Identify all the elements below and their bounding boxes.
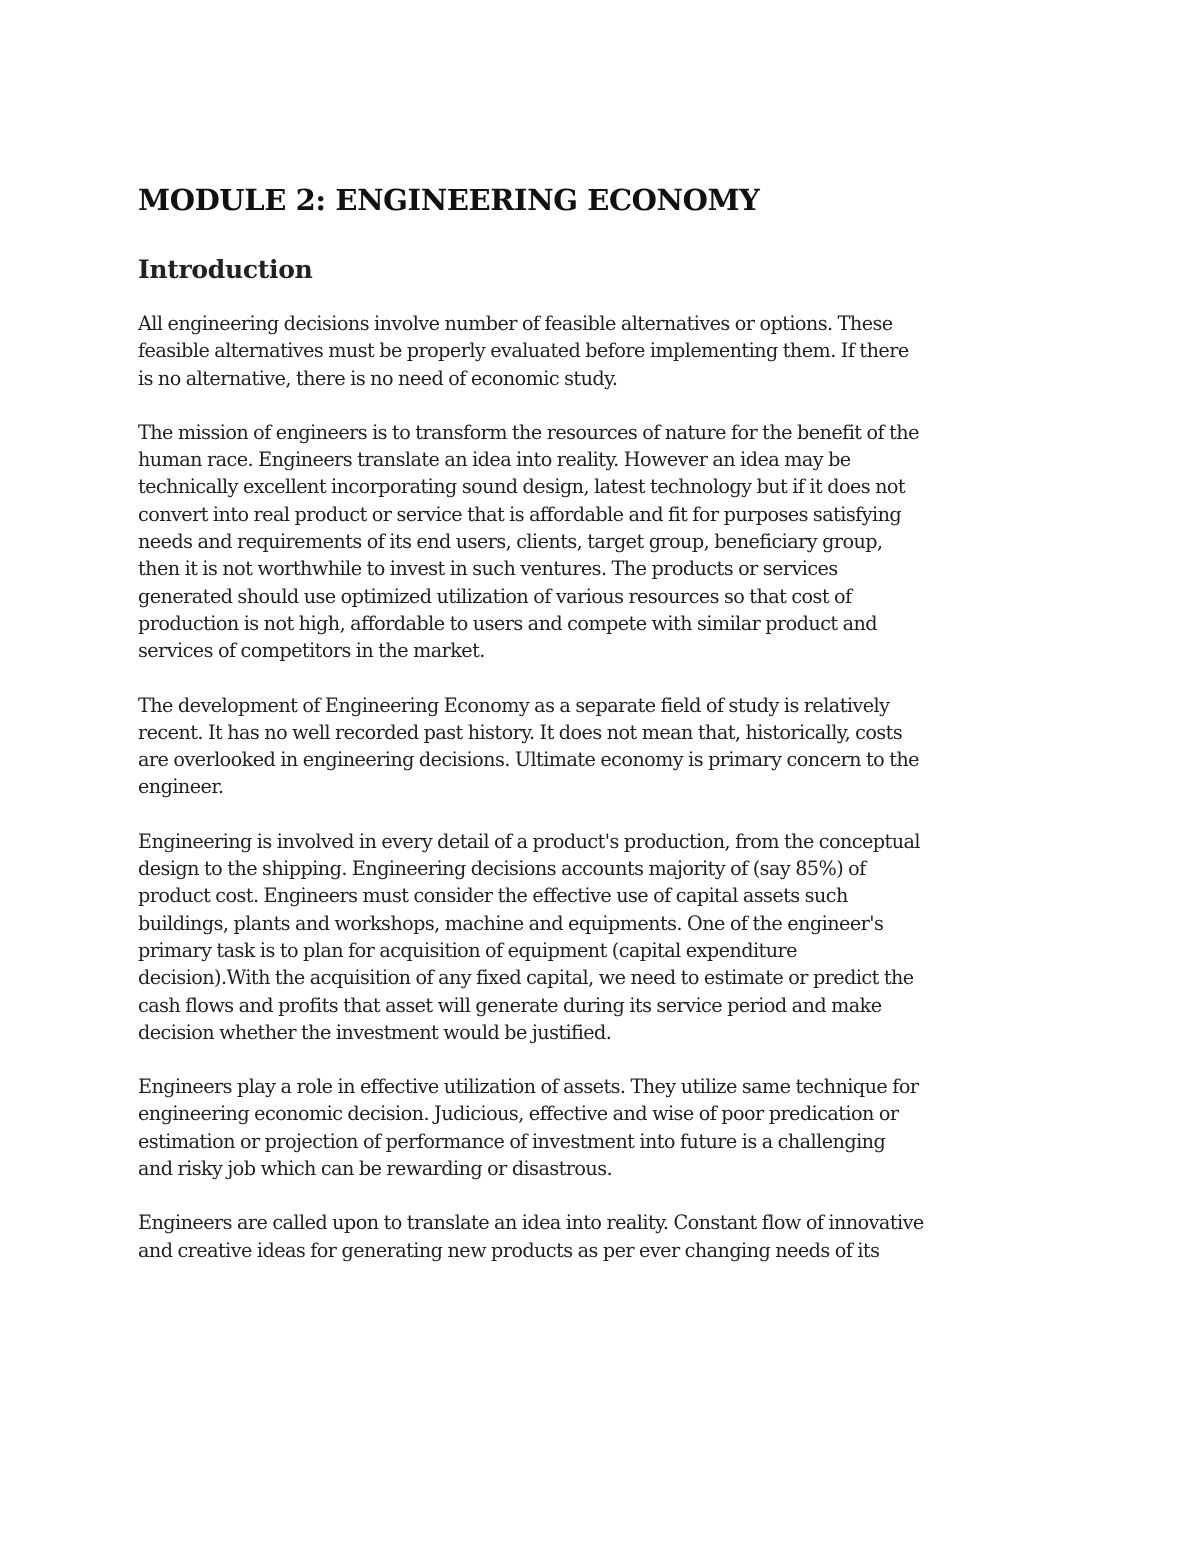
paragraph-line: Engineers are called upon to translate an idea into reality. Constant flow of innovative (138, 1211, 924, 1235)
body-paragraph (138, 1209, 1053, 1264)
paragraph-line: design to the shipping. Engineering decisions accounts majority of (say 85%) of (138, 857, 866, 881)
paragraph-line: technically excellent incorporating sound design, latest technology but if it does not (138, 475, 906, 499)
paragraph-line: product cost. Engineers must consider the effective use of capital assets such (138, 884, 848, 908)
body-paragraph (138, 828, 1053, 1046)
section-heading: Introduction (138, 255, 313, 284)
paragraph-line: and creative ideas for generating new products as per ever changing needs of its (138, 1238, 880, 1262)
paragraph-line: All engineering decisions involve number of feasible alternatives or options. These (138, 312, 893, 335)
paragraph-line: feasible alternatives must be properly evaluated before implementing them. If there (138, 339, 909, 363)
paragraph-list (138, 310, 1053, 1264)
paragraph-line: is no alternative, there is no need of economic study. (138, 366, 618, 390)
paragraph-line: convert into real product or service that is affordable and fit for purposes satisfying (138, 502, 902, 526)
document-body (138, 178, 1053, 1264)
paragraph-line: Engineering is involved in every detail of a product's production, from the conceptual (138, 829, 920, 853)
paragraph-line: The development of Engineering Economy as a separate field of study is relatively (138, 693, 890, 717)
paragraph-line: recent. It has no well recorded past history. It does not mean that, historically, costs (138, 720, 903, 744)
paragraph-line: production is not high, affordable to users and compete with similar product and (138, 611, 878, 635)
paragraph-line: decision).With the acquisition of any fixed capital, we need to estimate or predict the (138, 966, 914, 990)
paragraph-line: Engineers play a role in effective utilization of assets. They utilize same technique for (138, 1075, 919, 1099)
paragraph-line: buildings, plants and workshops, machine and equipments. One of the engineer's (138, 911, 884, 935)
paragraph-line: estimation or projection of performance of investment into future is a challenging (138, 1129, 886, 1153)
paragraph-line: needs and requirements of its end users, clients, target group, beneficiary group, (138, 530, 883, 554)
paragraph-line: are overlooked in engineering decisions. Ultimate economy is primary concern to the (138, 748, 919, 772)
paragraph-line: then it is not worthwhile to invest in such ventures. The products or services (138, 557, 838, 581)
paragraph-line: generated should use optimized utilization of various resources so that cost of (138, 584, 852, 608)
page-title: MODULE 2: ENGINEERING ECONOMY (138, 183, 760, 217)
paragraph-line: and risky job which can be rewarding or disastrous. (138, 1157, 613, 1181)
paragraph-line: engineer. (138, 775, 224, 799)
body-paragraph (138, 419, 1053, 665)
paragraph-line: decision whether the investment would be justified. (138, 1020, 612, 1044)
paragraph-line: cash flows and profits that asset will generate during its service period and make (138, 993, 882, 1017)
body-paragraph (138, 692, 1053, 801)
body-paragraph (138, 310, 1053, 392)
paragraph-line: primary task is to plan for acquisition of equipment (capital expenditure (138, 938, 797, 962)
paragraph-line: services of competitors in the market. (138, 639, 485, 663)
paragraph-line: engineering economic decision. Judicious, effective and wise of poor predication or (138, 1102, 899, 1126)
paragraph-line: The mission of engineers is to transform the resources of nature for the benefit of the (138, 420, 919, 444)
paragraph-line: human race. Engineers translate an idea into reality. However an idea may be (138, 448, 851, 472)
body-paragraph (138, 1073, 1053, 1182)
